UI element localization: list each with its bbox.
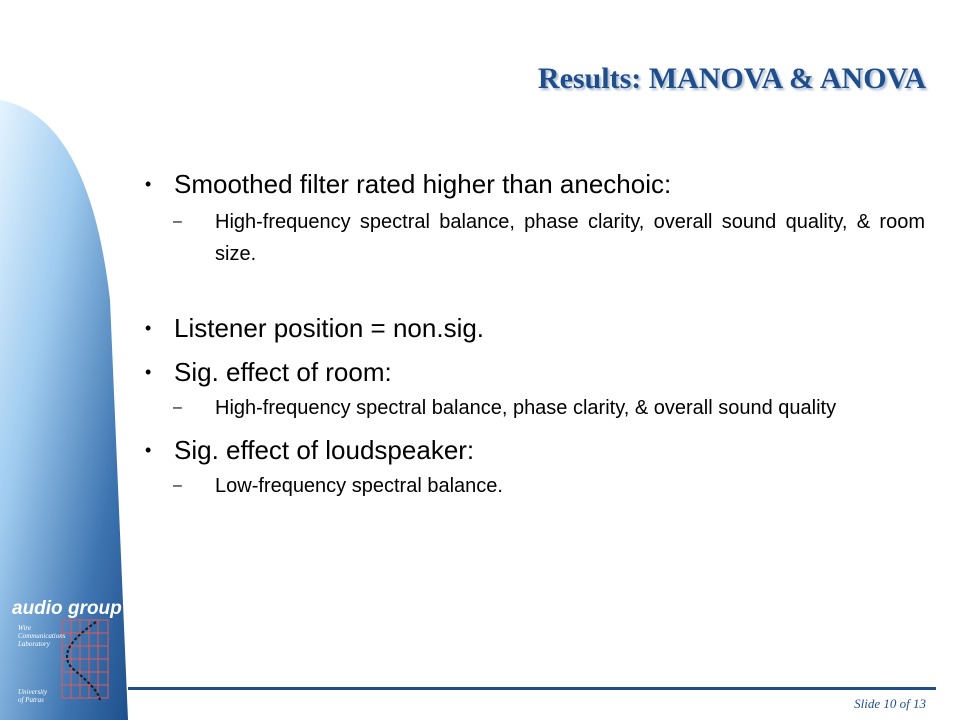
slide-number: Slide 10 of 13 bbox=[854, 696, 926, 711]
sub-bullet-text: High-frequency spectral balance, phase clarity, & overall sound quality bbox=[215, 397, 837, 419]
bullet-item bbox=[140, 356, 925, 388]
bullet-text: Sig. effect of room: bbox=[174, 357, 392, 387]
sub-bullet-item bbox=[140, 206, 925, 270]
logo-university-label: University of Patras bbox=[18, 688, 48, 704]
sub-bullet-item bbox=[140, 392, 925, 424]
bullet-text: Smoothed filter rated higher than anechoic: bbox=[174, 169, 672, 199]
bullet-item bbox=[140, 312, 925, 344]
dash-icon: – bbox=[173, 477, 182, 494]
footer-divider bbox=[128, 687, 936, 690]
sub-bullet-text: Low-frequency spectral balance. bbox=[215, 475, 503, 497]
bullet-item bbox=[140, 168, 925, 200]
bullet-icon: • bbox=[145, 174, 152, 194]
slide-title: Results: MANOVA & ANOVA bbox=[537, 62, 926, 95]
bullet-text: Sig. effect of loudspeaker: bbox=[174, 435, 475, 465]
bullet-text: Listener position = non.sig. bbox=[174, 313, 485, 343]
logo-lab-label: Wire Communications Laboratory bbox=[18, 624, 66, 648]
dash-icon: – bbox=[173, 399, 182, 416]
slide-body bbox=[140, 168, 925, 502]
bullet-icon: • bbox=[145, 440, 152, 460]
dash-icon: – bbox=[173, 213, 182, 230]
sub-bullet-item bbox=[140, 470, 925, 502]
bullet-icon: • bbox=[145, 362, 152, 382]
bullet-icon: • bbox=[145, 318, 152, 338]
bullet-item bbox=[140, 434, 925, 466]
sub-bullet-text: High-frequency spectral balance, phase clarity, overall sound quality, & room size. bbox=[215, 211, 925, 265]
logo-name: audio group bbox=[12, 598, 122, 619]
